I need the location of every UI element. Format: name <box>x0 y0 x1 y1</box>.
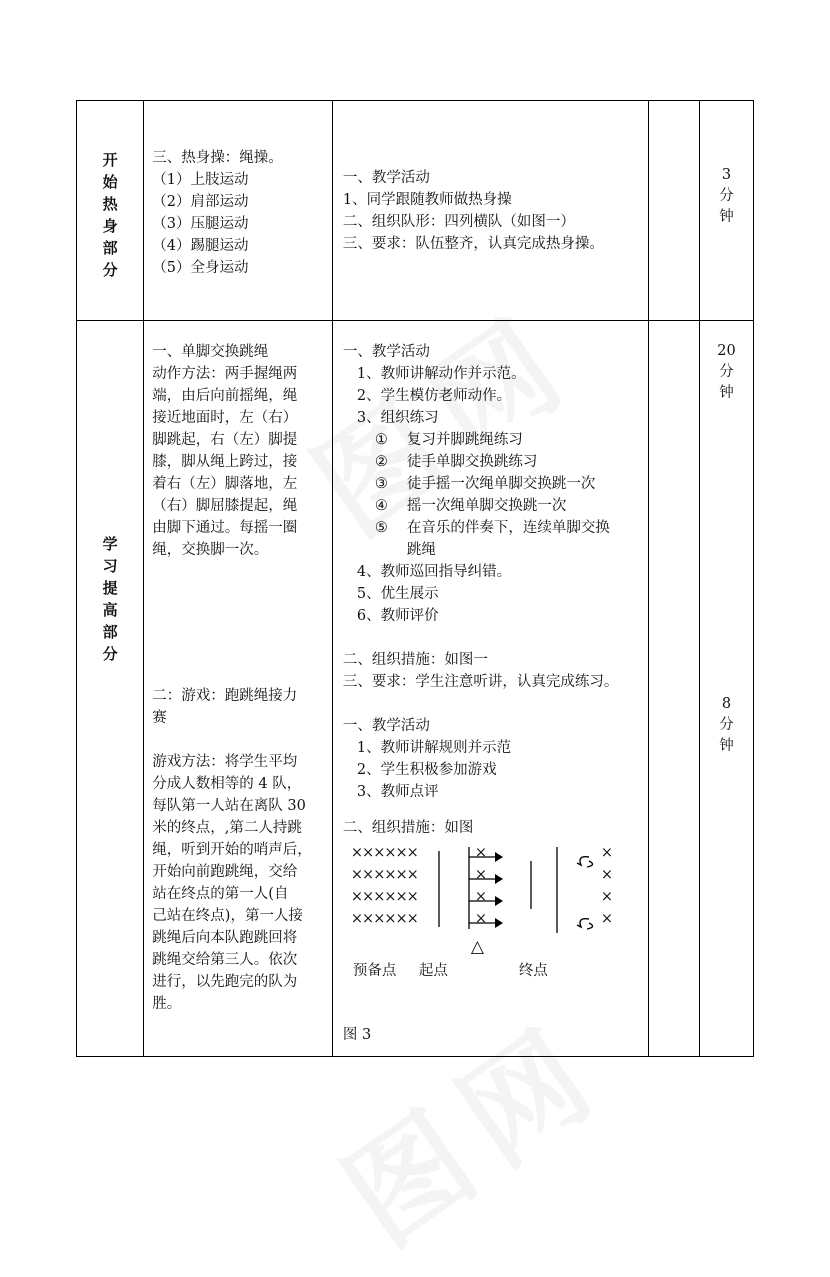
drill-number: ④ <box>374 498 388 514</box>
warmup-method-line: 二、组织队形：四列横队（如图一） <box>342 214 575 230</box>
figure-caption: 图 3 <box>342 1027 372 1043</box>
study-row <box>77 321 754 1057</box>
method-a-step: 3、组织练习 <box>356 410 439 426</box>
drill-item <box>375 495 644 517</box>
team-row-marks: ×××××× <box>350 867 418 883</box>
time-text: 分 <box>719 364 734 380</box>
relay-game-method-line: 己站在终点)，第一人接 <box>152 908 303 924</box>
relay-game-title-line: 赛 <box>152 710 167 726</box>
time-text: 钟 <box>719 209 734 225</box>
runner-mark: × <box>474 867 488 883</box>
drill-text: 复习并脚跳绳练习 <box>406 432 523 448</box>
single-foot-rope-line: 脚跳起，右（左）脚提 <box>152 432 298 448</box>
method-b-step: 2、学生积极参加游戏 <box>356 762 497 778</box>
single-foot-rope-line: 由脚下通过。每摇一圈 <box>152 520 298 536</box>
method-a-org: 二、组织措施：如图一 <box>342 652 488 668</box>
single-foot-rope-line: 端，由后向前摇绳，绳 <box>152 388 298 404</box>
relay-game-method-line: 分成人数相等的 4 队， <box>152 776 302 792</box>
method-a-step: 5、优生展示 <box>356 586 439 602</box>
section-title-char: 高 <box>102 601 118 619</box>
run-arrow-head <box>495 874 503 884</box>
warmup-content-line: （4）踢腿运动 <box>152 238 249 254</box>
single-foot-rope-line: （右）脚屈膝提起，绳 <box>152 498 298 514</box>
single-foot-rope-line: 接近地面时，左（右） <box>152 410 298 426</box>
time-text: 20 <box>717 343 736 359</box>
warmup-row <box>77 101 754 321</box>
warmup-time <box>699 101 753 321</box>
single-foot-rope-line: 动作方法：两手握绳两 <box>152 366 298 382</box>
warmup-content-line: （2）肩部运动 <box>152 194 249 210</box>
warmup-method-line: 1、同学跟随教师做热身操 <box>342 192 512 208</box>
relay-game-method-line: 胜。 <box>152 996 182 1012</box>
warmup-content-line: 三、热身操：绳操。 <box>152 150 283 166</box>
runner-mark: × <box>474 889 488 905</box>
single-foot-rope-line: 膝，脚从绳上跨过，接 <box>152 454 298 470</box>
drill-number: ③ <box>374 476 388 492</box>
drill-item <box>375 517 644 539</box>
method-b-org: 二、组织措施：如图 <box>342 820 474 836</box>
team-row-marks: ×××××× <box>350 889 418 905</box>
section-title-char: 始 <box>102 172 118 191</box>
drill-number: ① <box>374 432 388 448</box>
label-end-point: 终点 <box>518 963 548 979</box>
time-text: 钟 <box>719 385 734 401</box>
warmup-method-line: 三、要求：队伍整齐，认真完成热身操。 <box>342 236 604 252</box>
drill-text: 徒手摇一次绳单脚交换跳一次 <box>406 476 596 492</box>
end-point-mark: × <box>600 845 614 861</box>
section-title-char: 开 <box>102 150 118 169</box>
drill-item <box>375 451 644 473</box>
single-foot-rope-title: 一、单脚交换跳绳 <box>152 344 269 360</box>
team-row-marks: ×××××× <box>350 845 418 861</box>
drill-item <box>375 473 644 495</box>
single-foot-rope-line: 着右（左）脚落地，左 <box>152 476 298 492</box>
drill-number: ② <box>374 454 388 470</box>
warmup-content-line: （1）上肢运动 <box>152 172 249 188</box>
drill-text: 徒手单脚交换跳练习 <box>406 454 538 470</box>
drill-5-continuation: 跳绳 <box>406 542 436 558</box>
start-triangle: △ <box>470 937 484 957</box>
lesson-plan-table <box>76 100 754 1057</box>
method-b-step: 1、教师讲解规则并示范 <box>356 740 512 756</box>
warmup-content <box>144 101 333 321</box>
relay-game-title-line: 二：游戏：跑跳绳接力 <box>152 688 298 704</box>
section-title-char: 热 <box>102 194 118 213</box>
drill-number: ⑤ <box>374 520 388 536</box>
single-foot-rope-line: 绳，交换脚一次。 <box>152 542 269 558</box>
warmup-content-line: （5）全身运动 <box>152 260 249 276</box>
section-title-char: 学 <box>102 535 118 553</box>
relay-game-method-line: 游戏方法：将学生平均 <box>152 754 298 770</box>
study-method <box>332 321 648 1057</box>
method-b-heading: 一、教学活动 <box>342 718 430 734</box>
drill-text: 在音乐的伴奏下，连续单脚交换 <box>406 520 610 536</box>
drill-text: 摇一次绳单脚交换跳一次 <box>406 498 567 514</box>
section-title-study <box>77 321 144 1057</box>
section-title-char: 分 <box>102 260 118 279</box>
team-row-marks: ×××××× <box>350 911 418 927</box>
blank-cell <box>648 101 699 321</box>
warmup-method-line: 一、教学活动 <box>342 170 430 186</box>
relay-game-method-line: 进行，以先跑完的队为 <box>152 974 298 990</box>
section-title-char: 部 <box>102 238 118 257</box>
section-title-char: 身 <box>102 216 118 235</box>
method-a-step: 6、教师评价 <box>356 608 439 624</box>
study-content <box>144 321 333 1057</box>
relay-game-method-line: 开始向前跑跳绳，交给 <box>152 864 298 880</box>
time-text: 分 <box>719 188 734 204</box>
warmup-method <box>332 101 648 321</box>
label-start-point: 起点 <box>418 963 448 979</box>
study-time <box>699 321 753 1057</box>
section-title-char: 习 <box>102 557 118 575</box>
runner-mark: × <box>474 911 488 927</box>
relay-game-method-line: 米的终点，,第二人持跳 <box>152 820 302 836</box>
run-arrow-head <box>495 918 503 928</box>
method-b-step: 3、教师点评 <box>356 784 439 800</box>
section-title-char: 提 <box>102 579 118 597</box>
label-ready-point: 预备点 <box>352 963 397 979</box>
relay-game-method-line: 跳绳交给第三人。依次 <box>152 952 298 968</box>
method-a-step: 4、教师巡回指导纠错。 <box>356 564 512 580</box>
relay-game-method-line: 跳绳后向本队跑跳回将 <box>152 930 298 946</box>
end-point-mark: × <box>600 911 614 927</box>
method-a-requirement: 三、要求：学生注意听讲，认真完成练习。 <box>342 674 619 690</box>
section-title-char: 分 <box>102 645 118 663</box>
method-a-step: 2、学生模仿老师动作。 <box>356 388 512 404</box>
warmup-content-line: （3）压腿运动 <box>152 216 249 232</box>
time-text: 8 <box>721 696 732 712</box>
time-text: 分 <box>719 717 734 733</box>
relay-diagram <box>342 839 644 1043</box>
run-arrow-head <box>495 852 503 862</box>
relay-game-method-line: 站在终点的第一人(自 <box>152 886 289 902</box>
end-point-mark: × <box>600 867 614 883</box>
time-text: 钟 <box>719 738 734 754</box>
runner-mark: × <box>474 845 488 861</box>
section-title-warmup <box>77 101 144 321</box>
time-text: 3 <box>721 167 732 183</box>
drill-item <box>375 429 644 451</box>
end-point-mark: × <box>600 889 614 905</box>
relay-game-method-line: 绳，听到开始的哨声后， <box>152 842 312 858</box>
blank-cell <box>648 321 699 1057</box>
method-a-step: 1、教师讲解动作并示范。 <box>356 366 526 382</box>
section-title-char: 部 <box>102 623 118 641</box>
method-a-heading: 一、教学活动 <box>342 344 430 360</box>
relay-game-method-line: 每队第一人站在离队 30 <box>152 798 306 814</box>
run-arrow-head <box>495 896 503 906</box>
